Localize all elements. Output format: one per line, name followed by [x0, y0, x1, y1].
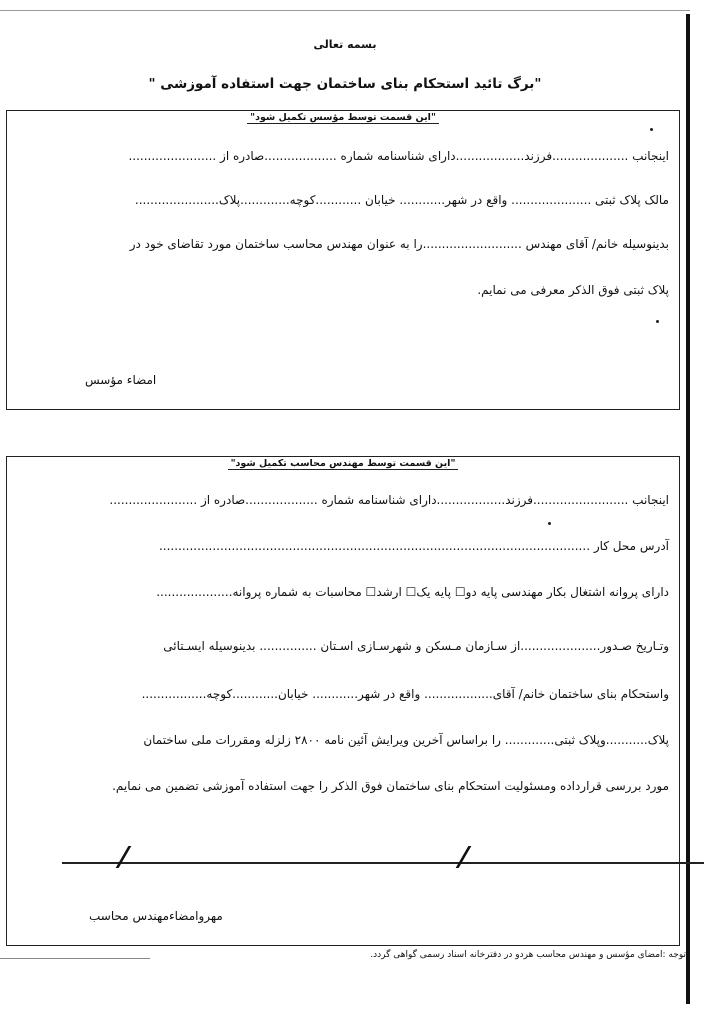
founder-section: [6, 110, 680, 410]
scan-speck: [656, 320, 659, 323]
founder-caption-text: "این قسمت توسط مؤسس تکمیل شود": [247, 112, 439, 124]
engineer-line-7: مورد بررسی قرارداده ومسئولیت استحکام بنای ساختمان فوق الذکر را جهت استفاده آموزشی تضمین می نمایم.: [112, 779, 669, 793]
founder-line-3: بدینوسیله خانم/ آقای مهندس ..........................را به عنوان مهندس محاسب ساختمان مورد تقاضای خود در: [129, 237, 669, 251]
engineer-line-1: اینجانب .........................فرزند..................دارای شناسنامه شماره ...................صادره از .......................: [109, 493, 669, 507]
engineer-caption-text: "این قسمت توسط مهندس محاسب تکمیل شود": [228, 458, 459, 470]
engineer-section: [6, 456, 680, 946]
engineer-line-2: آدرس محل کار .................................................................................................................: [158, 539, 669, 553]
founder-line-1: اینجانب ....................فرزند..................دارای شناسنامه شماره ...................صادره از .......................: [128, 149, 669, 163]
footnote-text: توجه :امضای مؤسس و مهندس محاسب هردو در دفترخانه اسناد رسمی گواهی گردد.: [370, 950, 686, 960]
engineer-line-5: واستحکام بنای ساختمان خانم/ آقای.................. واقع در شهر............ خیابان............کوچه.................: [141, 687, 669, 701]
founder-line-4: پلاک ثبتی فوق الذکر معرفی می نمایم.: [477, 283, 669, 297]
top-edge-rule: [0, 10, 690, 11]
engineer-line-6: پلاک...........وپلاک ثبتی............. را براساس آخرین ویرایش آئین نامه ۲۸۰۰ زلزله ومقررات ملی ساختمان: [143, 733, 669, 747]
right-edge-rule: [686, 14, 690, 1004]
footnote-rule: [0, 958, 150, 959]
bismillah-heading: بسمه تعالی: [313, 38, 377, 51]
engineer-line-4: وتـاریخ صـدور.....................از سـازمان مـسکن و شهرسـازی اسـتان ............... بدینوسیله ایسـتائی: [163, 639, 669, 653]
engineer-signature-label: مهروامضاءمهندس محاسب: [89, 909, 223, 923]
scan-speck: [548, 522, 551, 525]
engineer-section-caption: [7, 458, 679, 469]
founder-signature-label: امضاء مؤسس: [85, 373, 157, 387]
form-title: " برگ تائید استحکام بنای ساختمان جهت استفاده آموزشی": [148, 76, 542, 92]
engineer-line-3: دارای پروانه اشتغال بکار مهندسی پایه دو☐ پایه یک☐ ارشد☐ محاسبات به شماره پروانه....................: [156, 585, 669, 599]
scan-speck: [650, 128, 653, 131]
founder-line-2: مالک پلاک ثبتی ..................... واقع در شهر............ خیابان ............کوچه.............پلاک......................: [134, 193, 669, 207]
signature-stroke-line: [62, 862, 704, 864]
founder-section-caption: [7, 112, 679, 123]
